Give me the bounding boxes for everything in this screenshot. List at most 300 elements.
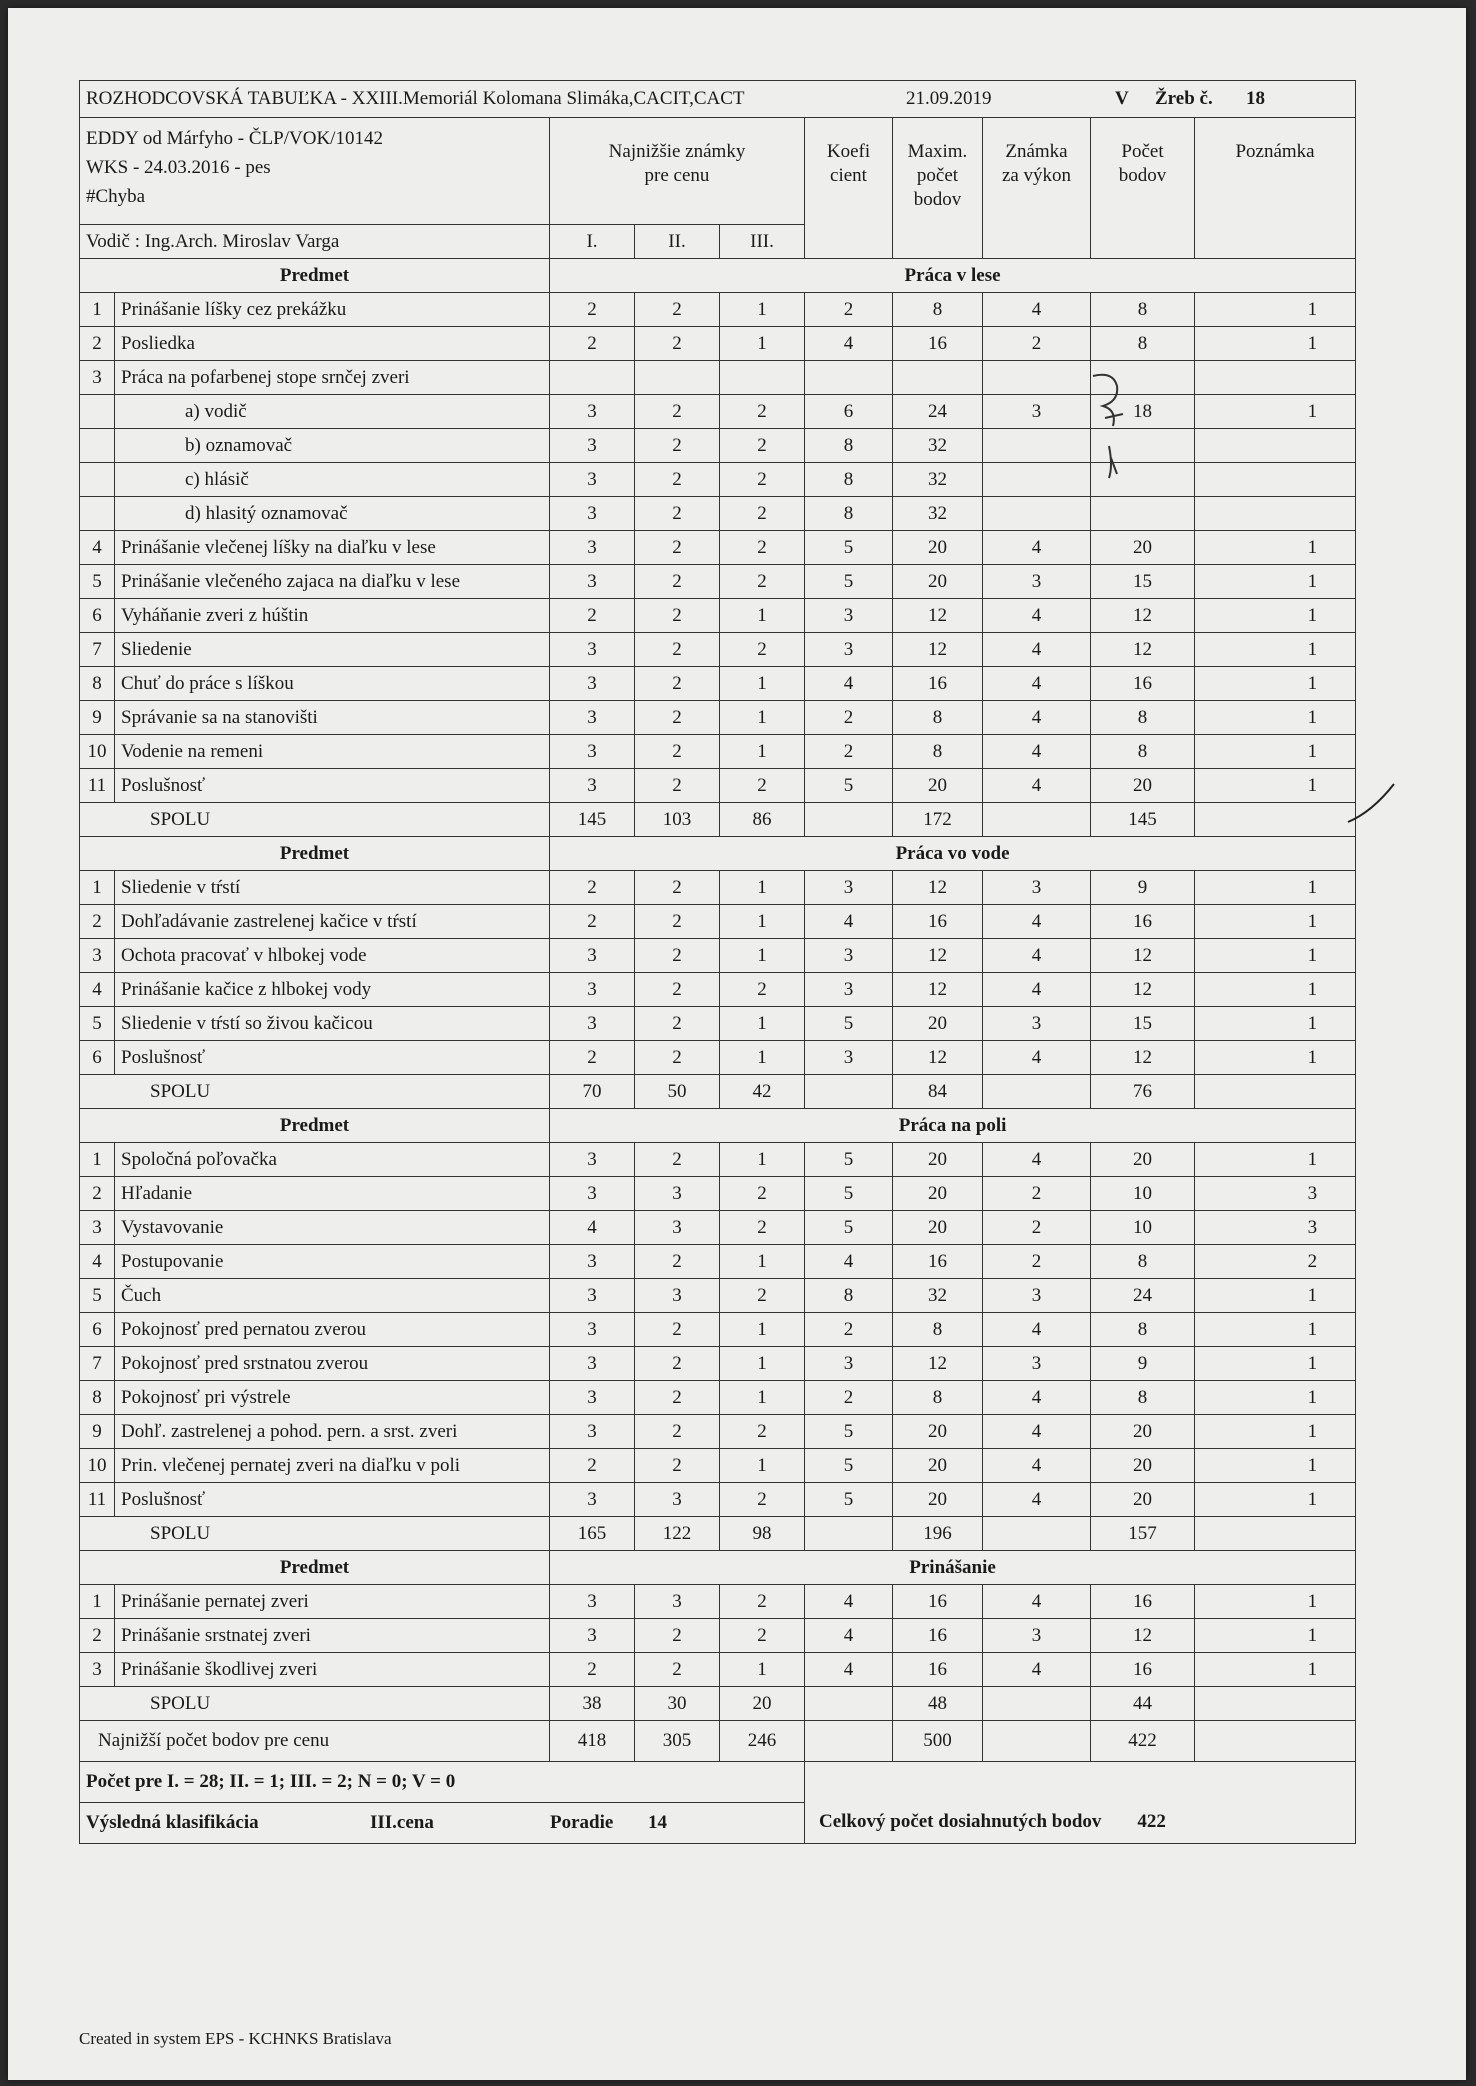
grade-label-1: Známka (1005, 141, 1068, 162)
max-points: 16 (893, 667, 983, 701)
min-grade-iii: 2 (720, 1415, 805, 1449)
total-row (80, 1075, 1356, 1109)
min-grade-ii: 2 (635, 531, 720, 565)
max-points: 32 (893, 1279, 983, 1313)
min-grade-i: 3 (550, 1347, 635, 1381)
min-grade-iii: 2 (720, 1483, 805, 1517)
handwritten-bracket-mark (1083, 366, 1143, 496)
subject-label: Predmet (80, 259, 550, 293)
min-grade-iii: 1 (720, 1653, 805, 1687)
performance-grade: 4 (983, 1449, 1091, 1483)
row-number: 6 (80, 1313, 115, 1347)
table-row (80, 1381, 1356, 1415)
table-row (80, 1483, 1356, 1517)
table-row (80, 735, 1356, 769)
minimum-ii: 305 (635, 1721, 720, 1762)
min-grade-ii: 3 (635, 1483, 720, 1517)
row-name: Prinášanie pernatej zveri (115, 1585, 550, 1619)
points: 9 (1091, 1347, 1195, 1381)
min-grade-ii: 2 (635, 1653, 720, 1687)
min-grade-i: 2 (550, 327, 635, 361)
performance-grade: 4 (983, 701, 1091, 735)
max-header (893, 118, 983, 259)
minimum-iii: 246 (720, 1721, 805, 1762)
coefficient: 3 (805, 633, 893, 667)
points: 10 (1091, 1177, 1195, 1211)
total-i: 165 (550, 1517, 635, 1551)
min-grade-ii: 2 (635, 871, 720, 905)
total-achieved-cell (805, 1762, 1356, 1844)
table-row (80, 1415, 1356, 1449)
note-value: 2 (1195, 1245, 1356, 1279)
min-grade-iii: 1 (720, 599, 805, 633)
note-value (1195, 497, 1356, 531)
row-name: Chuť do práce s líškou (115, 667, 550, 701)
row-name: Ochota pracovať v hlbokej vode (115, 939, 550, 973)
min-grade-ii: 2 (635, 1245, 720, 1279)
points: 20 (1091, 1415, 1195, 1449)
min-grade-i: 2 (550, 1041, 635, 1075)
coefficient: 5 (805, 1007, 893, 1041)
performance-grade (983, 463, 1091, 497)
total-coef-empty (805, 1075, 893, 1109)
table-row (80, 1313, 1356, 1347)
max-points: 20 (893, 1143, 983, 1177)
row-name: Sliedenie (115, 633, 550, 667)
points: 8 (1091, 735, 1195, 769)
total-points: 44 (1091, 1687, 1195, 1721)
row-number: 8 (80, 1381, 115, 1415)
coefficient: 5 (805, 769, 893, 803)
row-number: 11 (80, 769, 115, 803)
row-name: Vystavovanie (115, 1211, 550, 1245)
min-grade-ii: 2 (635, 293, 720, 327)
coefficient: 2 (805, 735, 893, 769)
table-row (80, 395, 1356, 429)
total-note-empty (1195, 1517, 1356, 1551)
max-points: 32 (893, 497, 983, 531)
performance-grade: 4 (983, 599, 1091, 633)
row-number: 7 (80, 633, 115, 667)
total-label: SPOLU (80, 1687, 550, 1721)
total-grade-empty (983, 1075, 1091, 1109)
max-points: 8 (893, 293, 983, 327)
performance-grade: 2 (983, 1177, 1091, 1211)
min-grade-ii: 2 (635, 1007, 720, 1041)
table-row (80, 1619, 1356, 1653)
row-number: 2 (80, 1177, 115, 1211)
points: 16 (1091, 905, 1195, 939)
max-points: 8 (893, 1313, 983, 1347)
note-header (1195, 118, 1356, 259)
row-number: 6 (80, 599, 115, 633)
note-value: 1 (1195, 701, 1356, 735)
total-max: 172 (893, 803, 983, 837)
row-name: Prinášanie vlečenej líšky na diaľku v lese (115, 531, 550, 565)
max-points: 16 (893, 1245, 983, 1279)
min-grade-ii: 2 (635, 701, 720, 735)
points (1091, 497, 1195, 531)
row-number: 1 (80, 1585, 115, 1619)
coef-label-2: cient (830, 165, 867, 186)
total-coef-empty (805, 803, 893, 837)
total-row (80, 803, 1356, 837)
points: 9 (1091, 871, 1195, 905)
points: 16 (1091, 1585, 1195, 1619)
coefficient: 2 (805, 293, 893, 327)
section-title: Prinášanie (550, 1551, 1356, 1585)
total-iii: 20 (720, 1687, 805, 1721)
total-max: 196 (893, 1517, 983, 1551)
min-grade-iii: 2 (720, 633, 805, 667)
coefficient: 5 (805, 1415, 893, 1449)
max-points: 16 (893, 1585, 983, 1619)
note-value: 1 (1195, 939, 1356, 973)
min-grade-i: 3 (550, 565, 635, 599)
min-grade-ii: 3 (635, 1211, 720, 1245)
min-grade-ii: 2 (635, 973, 720, 1007)
max-label-2: počet (916, 165, 959, 186)
min-grade-i: 3 (550, 667, 635, 701)
performance-grade: 4 (983, 905, 1091, 939)
min-grade-i: 3 (550, 735, 635, 769)
points: 8 (1091, 701, 1195, 735)
table-row (80, 1007, 1356, 1041)
event-name: XXIII.Memoriál Kolomana Slimáka,CACIT,CACT (351, 88, 745, 109)
performance-grade: 4 (983, 1381, 1091, 1415)
note-value: 3 (1195, 1177, 1356, 1211)
performance-grade: 3 (983, 1279, 1091, 1313)
coefficient (805, 361, 893, 395)
coefficient: 5 (805, 1483, 893, 1517)
min-grade-ii: 2 (635, 1619, 720, 1653)
min-grade-iii: 1 (720, 1143, 805, 1177)
table-row (80, 1041, 1356, 1075)
note-value: 1 (1195, 327, 1356, 361)
total-note-empty (1195, 1075, 1356, 1109)
coefficient: 2 (805, 701, 893, 735)
dog-info-cell (80, 118, 550, 225)
performance-grade: 3 (983, 565, 1091, 599)
row-name: Dohľadávanie zastrelenej kačice v tŕstí (115, 905, 550, 939)
min-grade-iii: 1 (720, 735, 805, 769)
min-grade-i: 3 (550, 701, 635, 735)
row-name: Pokojnosť pred srstnatou zverou (115, 1347, 550, 1381)
min-grade-iii: 2 (720, 769, 805, 803)
points: 15 (1091, 1007, 1195, 1041)
row-number: 3 (80, 361, 115, 395)
max-points: 20 (893, 1177, 983, 1211)
min-grade-iii: 2 (720, 497, 805, 531)
row-number: 2 (80, 1619, 115, 1653)
row-name: Postupovanie (115, 1245, 550, 1279)
total-row (80, 1687, 1356, 1721)
performance-grade: 4 (983, 1415, 1091, 1449)
min-grade-iii: 1 (720, 1347, 805, 1381)
points-label-1: Počet (1121, 141, 1164, 162)
total-ii: 122 (635, 1517, 720, 1551)
min-grade-ii: 3 (635, 1279, 720, 1313)
min-grade-ii: 2 (635, 395, 720, 429)
performance-grade (983, 497, 1091, 531)
min-grade-i: 3 (550, 973, 635, 1007)
max-points: 20 (893, 1415, 983, 1449)
subject-label: Predmet (80, 837, 550, 871)
min-grade-iii: 1 (720, 1313, 805, 1347)
coefficient: 2 (805, 1313, 893, 1347)
handler-name: Vodič : Ing.Arch. Miroslav Varga (86, 230, 340, 252)
performance-grade: 4 (983, 1483, 1091, 1517)
min-grade-iii: 2 (720, 1279, 805, 1313)
performance-grade: 3 (983, 1347, 1091, 1381)
coefficient: 5 (805, 531, 893, 565)
row-number: 6 (80, 1041, 115, 1075)
max-points: 12 (893, 1347, 983, 1381)
points: 8 (1091, 1245, 1195, 1279)
min-grade-iii: 2 (720, 565, 805, 599)
handwritten-check-mark (1344, 778, 1404, 828)
min-grade-iii: 2 (720, 1619, 805, 1653)
table-row (80, 599, 1356, 633)
note-value: 1 (1195, 1449, 1356, 1483)
performance-grade: 4 (983, 1041, 1091, 1075)
min-grade-ii: 2 (635, 1415, 720, 1449)
coefficient: 4 (805, 1619, 893, 1653)
min-grade-iii: 2 (720, 973, 805, 1007)
total-points: 76 (1091, 1075, 1195, 1109)
min-grade-ii: 2 (635, 769, 720, 803)
min-grade-iii: 2 (720, 463, 805, 497)
scoring-table (79, 80, 1356, 1844)
points: 12 (1091, 633, 1195, 667)
min-grade-ii: 2 (635, 327, 720, 361)
row-name: Poslušnosť (115, 1483, 550, 1517)
min-grade-i: 3 (550, 429, 635, 463)
row-number: 1 (80, 293, 115, 327)
table-row (80, 497, 1356, 531)
section-header-row (80, 259, 1356, 293)
min-grade-i: 3 (550, 395, 635, 429)
points: 12 (1091, 1041, 1195, 1075)
points: 8 (1091, 1381, 1195, 1415)
performance-grade: 4 (983, 1143, 1091, 1177)
min-grade-iii: 2 (720, 395, 805, 429)
row-name: Prinášanie vlečeného zajaca na diaľku v lese (115, 565, 550, 599)
total-note-empty (1195, 1687, 1356, 1721)
min-col-1: I. (550, 225, 635, 259)
coefficient: 3 (805, 599, 893, 633)
min-grade-iii: 1 (720, 1041, 805, 1075)
minimum-label: Najnižší počet bodov pre cenu (80, 1721, 550, 1762)
row-number: 7 (80, 1347, 115, 1381)
row-name: Čuch (115, 1279, 550, 1313)
min-col-3: III. (720, 225, 805, 259)
total-achieved-value: 422 (1137, 1811, 1166, 1832)
note-value: 1 (1195, 871, 1356, 905)
min-grade-i: 3 (550, 1585, 635, 1619)
row-name: Spoločná poľovačka (115, 1143, 550, 1177)
max-points (893, 361, 983, 395)
minimum-note-empty (1195, 1721, 1356, 1762)
performance-grade: 3 (983, 1619, 1091, 1653)
note-value (1195, 361, 1356, 395)
note-value: 1 (1195, 1619, 1356, 1653)
row-number: 2 (80, 905, 115, 939)
note-value: 1 (1195, 1143, 1356, 1177)
footnote: Created in system EPS - KCHNKS Bratislava (79, 2029, 392, 2048)
header-row-1 (80, 118, 1356, 225)
total-iii: 86 (720, 803, 805, 837)
row-name: Prinášanie srstnatej zveri (115, 1619, 550, 1653)
note-value: 1 (1195, 1041, 1356, 1075)
coefficient: 4 (805, 1653, 893, 1687)
performance-grade: 3 (983, 1007, 1091, 1041)
draw-label: Žreb č. (1155, 88, 1213, 109)
table-row (80, 463, 1356, 497)
total-ii: 30 (635, 1687, 720, 1721)
max-points: 20 (893, 531, 983, 565)
min-grade-ii: 2 (635, 905, 720, 939)
max-points: 8 (893, 701, 983, 735)
row-name: d) hlasitý oznamovač (115, 497, 550, 531)
row-name: Sliedenie v tŕstí so živou kačicou (115, 1007, 550, 1041)
min-grade-ii: 2 (635, 735, 720, 769)
note-value: 1 (1195, 1313, 1356, 1347)
total-note-empty (1195, 803, 1356, 837)
min-grade-iii: 1 (720, 327, 805, 361)
performance-grade (983, 361, 1091, 395)
result-value: III.cena (370, 1812, 434, 1833)
table-row (80, 667, 1356, 701)
min-grade-ii: 2 (635, 633, 720, 667)
performance-grade: 2 (983, 327, 1091, 361)
row-name: Prinášanie kačice z hlbokej vody (115, 973, 550, 1007)
note-value (1195, 463, 1356, 497)
rank-label: Poradie (550, 1812, 614, 1833)
max-points: 12 (893, 973, 983, 1007)
max-points: 12 (893, 599, 983, 633)
row-name: Hľadanie (115, 1177, 550, 1211)
performance-grade: 4 (983, 667, 1091, 701)
min-grade-iii: 1 (720, 871, 805, 905)
points: 20 (1091, 1449, 1195, 1483)
points: 20 (1091, 769, 1195, 803)
note-label: Poznámka (1235, 141, 1315, 162)
note-value: 3 (1195, 1211, 1356, 1245)
min-grade-i: 2 (550, 599, 635, 633)
points: 8 (1091, 1313, 1195, 1347)
note-value (1195, 429, 1356, 463)
points: 20 (1091, 1143, 1195, 1177)
min-grade-ii: 2 (635, 667, 720, 701)
min-grade-ii: 2 (635, 1143, 720, 1177)
max-points: 16 (893, 327, 983, 361)
result-label: Výsledná klasifikácia (86, 1812, 259, 1833)
min-grade-iii: 2 (720, 1585, 805, 1619)
table-row (80, 939, 1356, 973)
min-grade-i: 3 (550, 1619, 635, 1653)
coefficient: 5 (805, 1211, 893, 1245)
total-row (80, 1517, 1356, 1551)
grade-header (983, 118, 1091, 259)
max-points: 20 (893, 1483, 983, 1517)
table-row (80, 1211, 1356, 1245)
coef-header (805, 118, 893, 259)
performance-grade: 2 (983, 1211, 1091, 1245)
min-grade-ii: 2 (635, 1041, 720, 1075)
min-grade-i: 3 (550, 531, 635, 565)
row-name: Správanie sa na stanovišti (115, 701, 550, 735)
min-grade-ii: 2 (635, 429, 720, 463)
row-name: Dohľ. zastrelenej a pohod. pern. a srst. zveri (115, 1415, 550, 1449)
row-number: 3 (80, 1653, 115, 1687)
result-cell (80, 1803, 805, 1844)
row-number: 10 (80, 735, 115, 769)
performance-grade: 4 (983, 973, 1091, 1007)
table-row (80, 1585, 1356, 1619)
performance-grade: 3 (983, 871, 1091, 905)
row-name: Posliedka (115, 327, 550, 361)
min-grade-ii: 2 (635, 1449, 720, 1483)
section-header-row (80, 1551, 1356, 1585)
max-points: 20 (893, 1449, 983, 1483)
min-grade-iii (720, 361, 805, 395)
min-grade-iii: 2 (720, 1177, 805, 1211)
row-number: 4 (80, 1245, 115, 1279)
handler-cell (80, 225, 550, 259)
min-grade-iii: 1 (720, 293, 805, 327)
row-name: Pokojnosť pred pernatou zverou (115, 1313, 550, 1347)
summary-row-counts (80, 1762, 1356, 1803)
row-name: Vyháňanie zveri z húštin (115, 599, 550, 633)
table-row (80, 1279, 1356, 1313)
min-grade-i: 2 (550, 293, 635, 327)
minimum-max: 500 (893, 1721, 983, 1762)
min-grade-iii: 1 (720, 701, 805, 735)
coefficient: 5 (805, 1143, 893, 1177)
note-value: 1 (1195, 1381, 1356, 1415)
total-grade-empty (983, 1687, 1091, 1721)
subject-label: Predmet (80, 1109, 550, 1143)
row-number: 1 (80, 871, 115, 905)
note-value: 1 (1195, 735, 1356, 769)
note-value: 1 (1195, 293, 1356, 327)
min-grade-i: 3 (550, 1245, 635, 1279)
min-grades-header (550, 118, 805, 225)
points: 12 (1091, 973, 1195, 1007)
table-row (80, 1653, 1356, 1687)
row-number (80, 463, 115, 497)
row-number: 3 (80, 939, 115, 973)
coefficient: 2 (805, 1381, 893, 1415)
coefficient: 8 (805, 463, 893, 497)
rank-value: 14 (648, 1812, 667, 1833)
min-grade-iii: 1 (720, 667, 805, 701)
min-grade-ii: 2 (635, 1381, 720, 1415)
min-grade-iii: 1 (720, 939, 805, 973)
minimum-grade-empty (983, 1721, 1091, 1762)
min-grade-i: 3 (550, 1279, 635, 1313)
row-number: 1 (80, 1143, 115, 1177)
min-grade-iii: 2 (720, 429, 805, 463)
table-body (80, 81, 1356, 1844)
dog-status: #Chyba (86, 186, 146, 207)
total-points: 145 (1091, 803, 1195, 837)
class-label: V (1115, 88, 1129, 109)
section-title: Práca v lese (550, 259, 1356, 293)
coefficient: 5 (805, 1449, 893, 1483)
table-row (80, 293, 1356, 327)
